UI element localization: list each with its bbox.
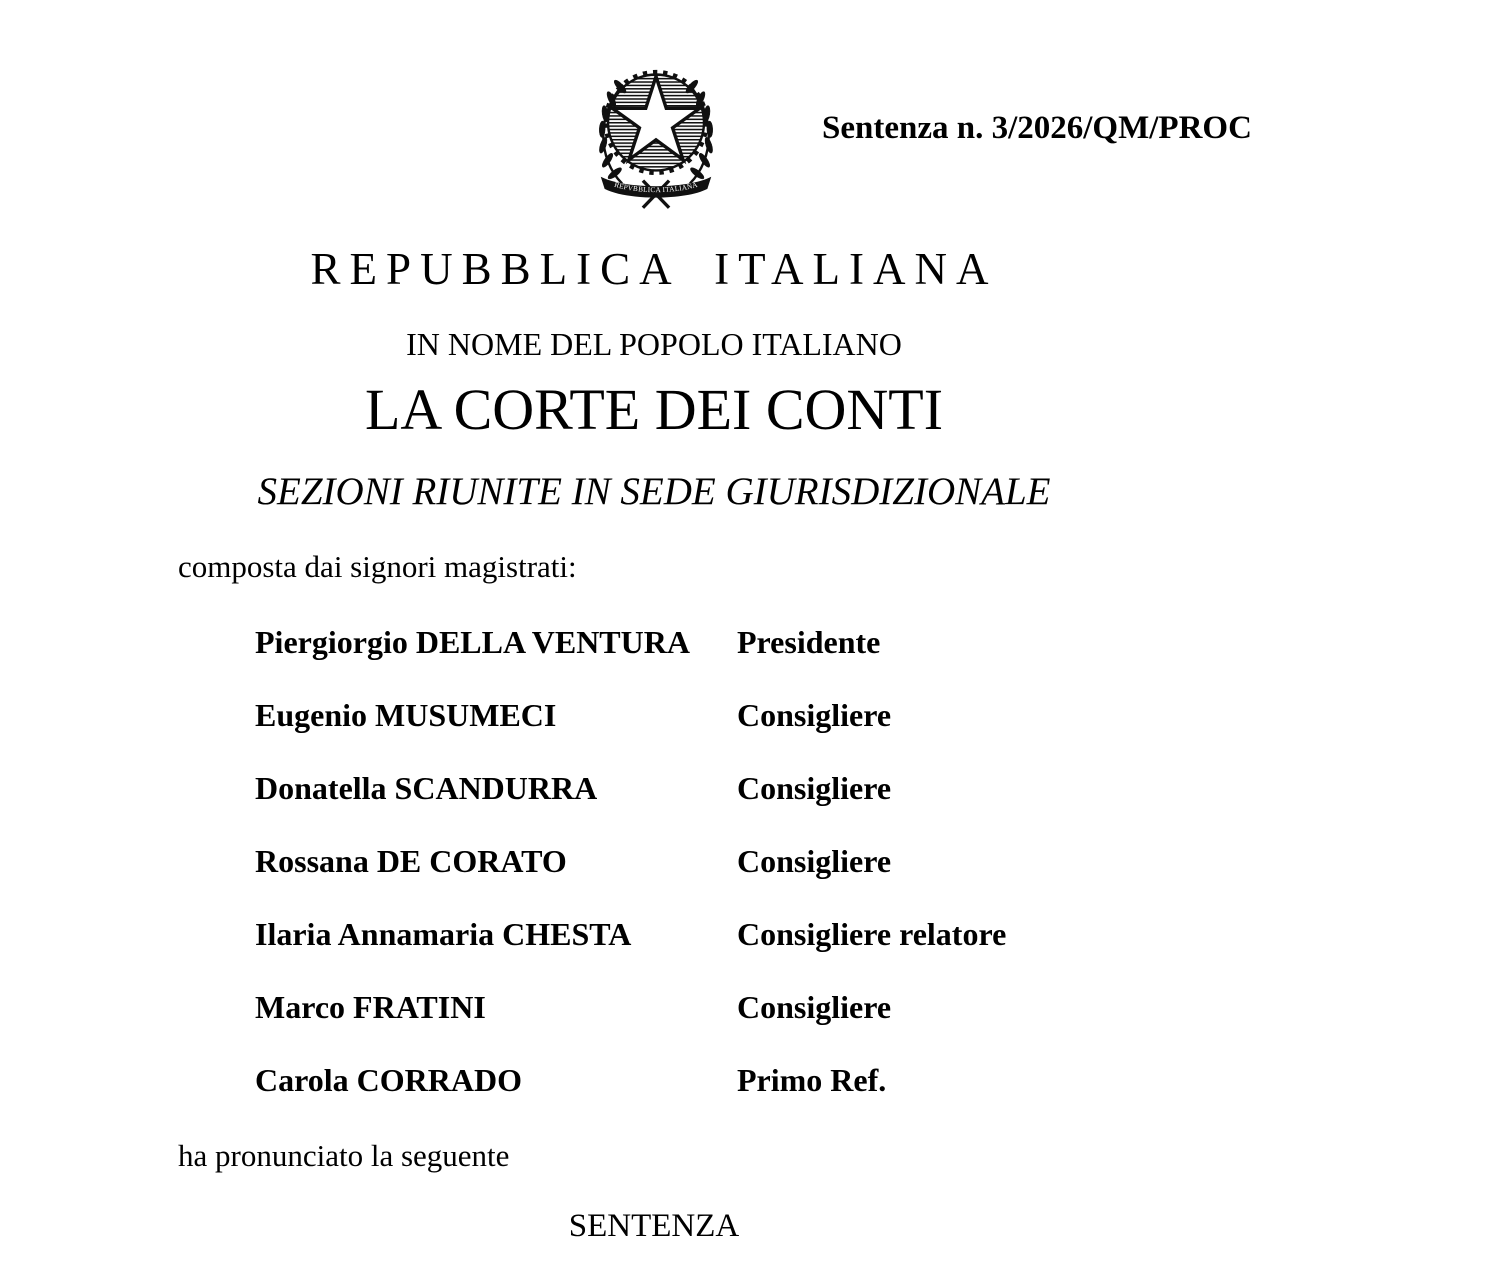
magistrate-role: Consigliere xyxy=(737,697,892,733)
magistrate-name: Rossana DE CORATO xyxy=(255,843,567,879)
magistrate-role: Consigliere relatore xyxy=(737,916,1007,952)
italian-republic-emblem-icon xyxy=(593,64,719,210)
magistrate-name: Carola CORRADO xyxy=(255,1062,522,1098)
in-name-of-people-line: IN NOME DEL POPOLO ITALIANO xyxy=(406,326,902,362)
composition-intro: composta dai signori magistrati: xyxy=(178,549,577,584)
case-number: Sentenza n. 3/2026/QM/PROC xyxy=(822,110,1252,146)
magistrate-name: Marco FRATINI xyxy=(255,989,486,1025)
magistrate-row xyxy=(255,918,1255,950)
magistrate-name: Piergiorgio DELLA VENTURA xyxy=(255,624,690,660)
judgment-heading: SENTENZA xyxy=(568,1208,740,1244)
magistrate-name: Eugenio MUSUMECI xyxy=(255,697,557,733)
republic-title: REPUBBLICA ITALIANA xyxy=(310,244,998,294)
magistrate-row xyxy=(255,991,1255,1023)
magistrate-role: Presidente xyxy=(737,624,881,660)
closing-line: ha pronunciato la seguente xyxy=(178,1138,510,1173)
magistrate-name: Donatella SCANDURRA xyxy=(255,770,598,806)
magistrate-role: Consigliere xyxy=(737,770,892,806)
magistrate-row xyxy=(255,626,1255,658)
magistrate-role: Primo Ref. xyxy=(737,1062,887,1098)
magistrate-row xyxy=(255,845,1255,877)
magistrate-name: Ilaria Annamaria CHESTA xyxy=(255,916,632,952)
section-title: SEZIONI RIUNITE IN SEDE GIURISDIZIONALE xyxy=(257,470,1051,513)
magistrates-list xyxy=(255,626,1255,1137)
magistrate-role: Consigliere xyxy=(737,843,892,879)
emblem-ribbon-text: REPVBBLICA ITALIANA xyxy=(613,180,699,195)
court-title: LA CORTE DEI CONTI xyxy=(364,377,944,442)
magistrate-row xyxy=(255,699,1255,731)
magistrate-role: Consigliere xyxy=(737,989,892,1025)
magistrate-row xyxy=(255,772,1255,804)
magistrate-row xyxy=(255,1064,1255,1096)
